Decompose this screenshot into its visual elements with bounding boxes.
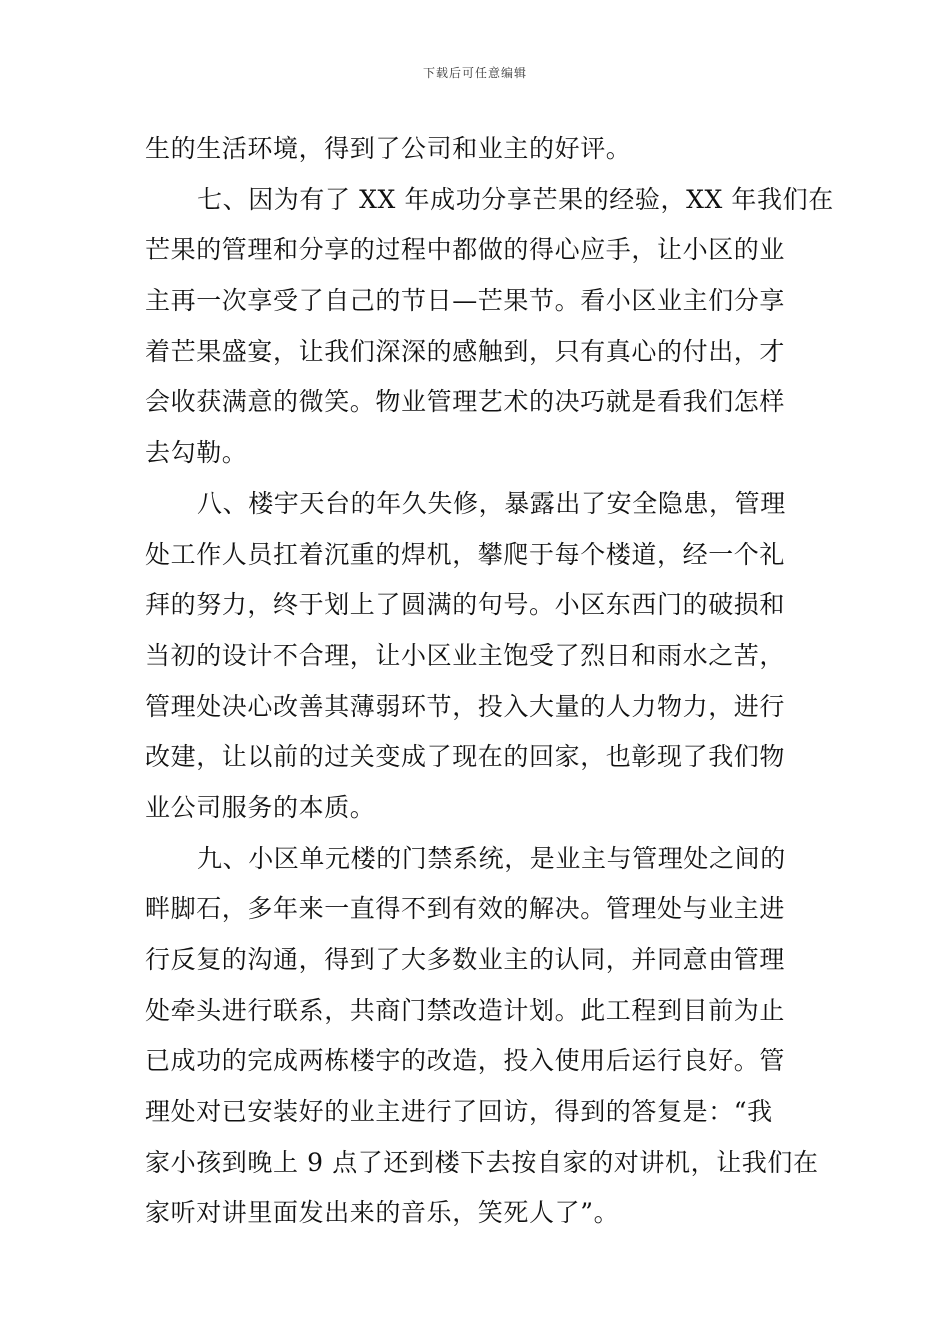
text-line: 生的生活环境，得到了公司和业主的好评。 xyxy=(145,134,632,163)
text-line: 已成功的完成两栋楼宇的改造，投入使用后运行良好。管 xyxy=(145,1046,786,1076)
paragraph-9-start: 九、小区单元楼的门禁系统，是业主与管理处之间的 xyxy=(197,843,786,873)
page-header: 下载后可任意编辑 xyxy=(422,66,527,80)
text-line: 处工作人员扛着沉重的焊机，攀爬于每个楼道，经一个礼 xyxy=(145,539,786,569)
text-line: 管理处决心改善其薄弱环节，投入大量的人力物力，进行 xyxy=(145,691,786,721)
text-line: 畔脚石，多年来一直得不到有效的解决。管理处与业主进 xyxy=(145,894,786,924)
text-line: 改建，让以前的过关变成了现在的回家，也彰现了我们物 xyxy=(145,742,786,772)
text-line: 会收获满意的微笑。物业管理艺术的决巧就是看我们怎样 xyxy=(145,387,786,417)
text-line: 理处对已安装好的业主进行了回访，得到的答复是：“我 xyxy=(145,1097,773,1127)
text-line: 着芒果盛宴，让我们深深的感触到，只有真心的付出，才 xyxy=(145,336,786,366)
text-line: 业公司服务的本质。 xyxy=(145,792,376,822)
text-line: 当初的设计不合理，让小区业主饱受了烈日和雨水之苦， xyxy=(145,640,786,670)
text-line: 处牵头进行联系，共商门禁改造计划。此工程到目前为止 xyxy=(145,995,786,1025)
text-line: 芒果的管理和分享的过程中都做的得心应手，让小区的业 xyxy=(145,235,786,265)
paragraph-7-start: 七、因为有了 XX 年成功分享芒果的经验，XX 年我们在 xyxy=(197,184,834,214)
text-line: 家小孩到晚上 9 点了还到楼下去按自家的对讲机，让我们在 xyxy=(145,1147,819,1177)
document-body xyxy=(145,124,834,1239)
text-line: 家听对讲里面发出来的音乐，笑死人了”。 xyxy=(145,1198,620,1228)
text-line: 主再一次享受了自己的节日—芒果节。看小区业主们分享 xyxy=(145,286,786,316)
text-line: 行反复的沟通，得到了大多数业主的认同，并同意由管理 xyxy=(145,945,786,974)
paragraph-8-start: 八、楼宇天台的年久失修，暴露出了安全隐患，管理 xyxy=(197,488,786,518)
text-line: 去勾勒。 xyxy=(145,438,248,468)
text-line: 拜的努力，终于划上了圆满的句号。小区东西门的破损和 xyxy=(145,590,786,620)
